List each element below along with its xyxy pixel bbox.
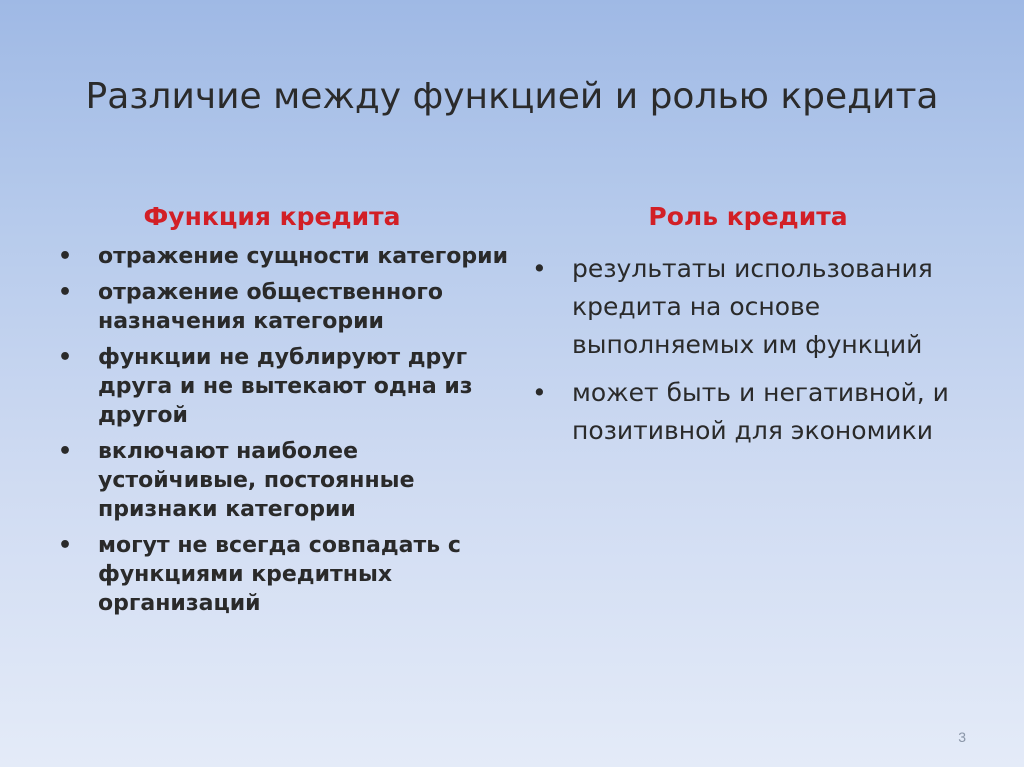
bullet-icon: • (58, 533, 73, 558)
page-number: 3 (958, 729, 966, 745)
list-item-text: отражение общественного назначения категории (98, 280, 443, 334)
list-item-text: функции не дублируют друг друга и не вытекают одна из другой (98, 345, 473, 428)
list-item-text: отражение сущности категории (98, 244, 508, 269)
bullet-icon: • (532, 254, 547, 283)
slide-title: Различие между функцией и ролью кредита (85, 76, 939, 117)
bullet-icon: • (58, 439, 73, 464)
bullet-icon: • (58, 280, 73, 305)
list-item (52, 278, 512, 336)
list-item-text: могут не всегда совпадать с функциями кредитных организаций (98, 533, 461, 616)
function-column (52, 196, 512, 625)
list-item (52, 343, 512, 430)
bullet-icon: • (58, 345, 73, 370)
function-heading: Функция кредита (143, 202, 401, 231)
bullet-icon: • (532, 378, 547, 407)
role-list (528, 250, 978, 450)
list-item (52, 437, 512, 524)
list-item (52, 531, 512, 618)
list-item (528, 374, 978, 450)
list-item-text: может быть и негативной, и позитивной для экономики (572, 378, 949, 445)
list-item-text: результаты использования кредита на основе выполняемых им функций (572, 254, 933, 359)
role-heading: Роль кредита (648, 202, 848, 231)
function-list (52, 242, 512, 618)
list-item (52, 242, 512, 271)
list-item-text: включают наиболее устойчивые, постоянные признаки категории (98, 439, 415, 522)
list-item (528, 250, 978, 364)
role-column (528, 196, 978, 460)
bullet-icon: • (58, 244, 73, 269)
